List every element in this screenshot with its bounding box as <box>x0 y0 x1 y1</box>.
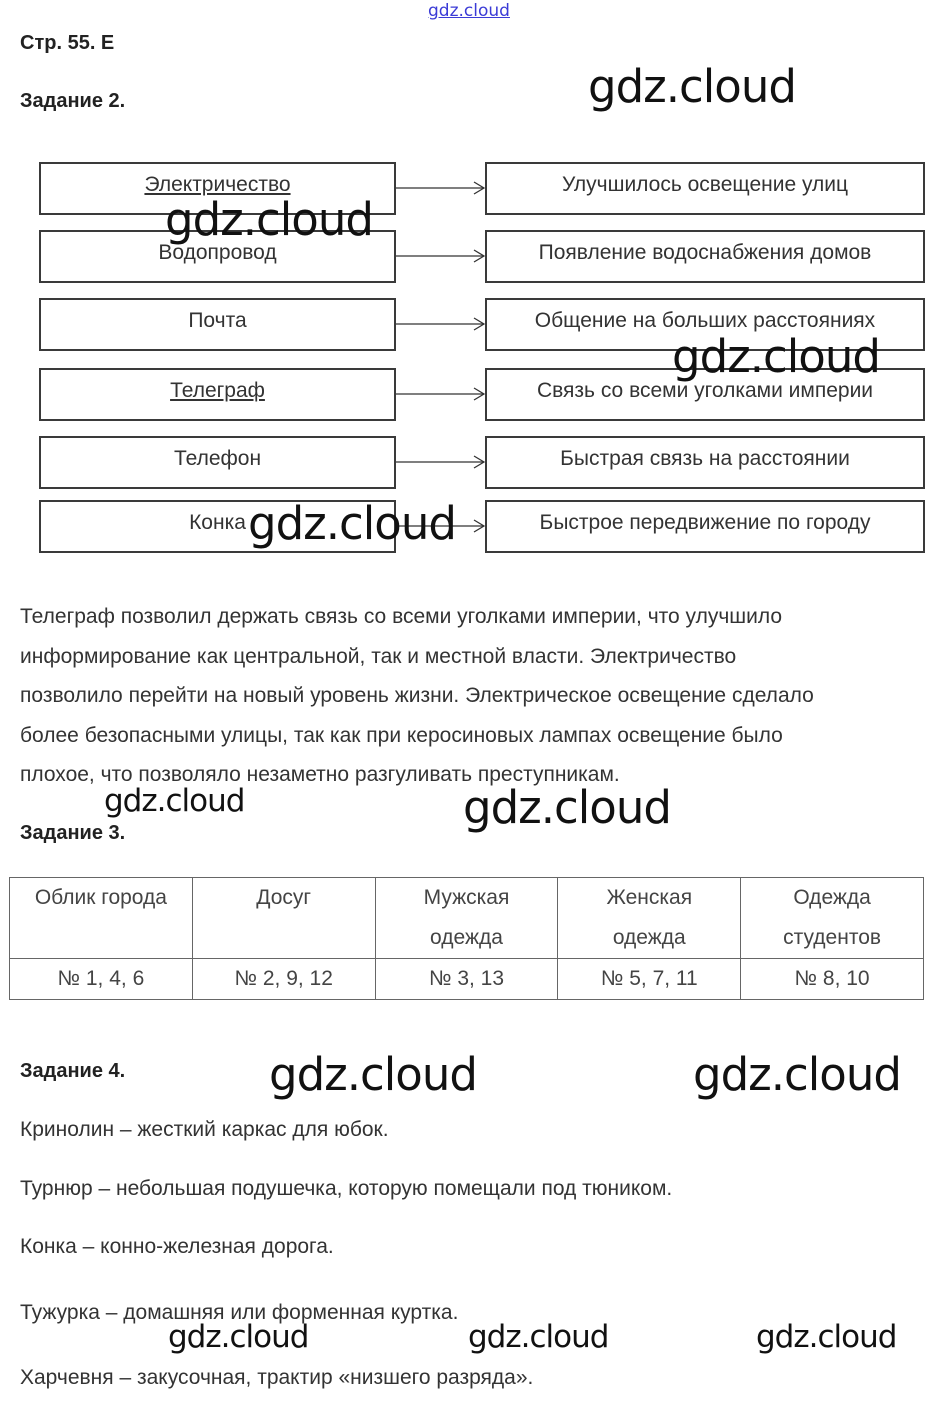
watermark: gdz.cloud <box>168 1319 309 1355</box>
right-box-label: Связь со всеми уголками империи <box>536 379 874 402</box>
right-box-label: Быстрое передвижение по городу <box>539 511 871 534</box>
task3-table <box>9 877 924 1000</box>
paragraph-line: плохое, что позволяло незаметно разгуливать преступникам. <box>20 763 620 786</box>
table-row <box>10 959 924 1000</box>
arrow-icon <box>396 314 485 334</box>
diagram-right-box <box>485 436 925 489</box>
right-box-label: Появление водоснабжения домов <box>538 241 872 264</box>
definition-item: Тужурка – домашняя или форменная куртка. <box>20 1301 459 1324</box>
paragraph-line: более безопасными улицы, так как при керосиновых лампах освещение было <box>20 723 783 747</box>
header-line: Одежда <box>793 886 871 909</box>
task3-heading: Задание 3. <box>20 822 126 844</box>
arrow-icon <box>396 452 485 472</box>
task2-paragraph <box>20 597 910 795</box>
watermark: gdz.cloud <box>672 330 880 383</box>
right-box-label: Быстрая связь на расстоянии <box>560 447 850 470</box>
task2-heading: Задание 2. <box>20 90 126 112</box>
definition-item: Харчевня – закусочная, трактир «низшего разряда». <box>20 1366 534 1389</box>
paragraph-line: информирование как центральной, так и местной власти. Электричество <box>20 644 737 668</box>
header-line: одежда <box>612 926 686 949</box>
table-header-cell <box>558 878 741 959</box>
arrow-icon <box>396 178 485 198</box>
left-box-label: Электричество <box>144 173 291 196</box>
diagram-left-box <box>39 368 396 421</box>
definition-item: Турнюр – небольшая подушечка, которую помещали под тюником. <box>20 1177 673 1200</box>
watermark: gdz.cloud <box>248 497 456 550</box>
header-line: Досуг <box>256 886 312 909</box>
paragraph-line: позволило перейти на новый уровень жизни. Электрическое освещение сделало <box>20 684 814 707</box>
arrow-icon <box>396 384 485 404</box>
right-box-label: Улучшилось освещение улиц <box>561 173 849 196</box>
watermark: gdz.cloud <box>269 1048 477 1101</box>
left-box-label: Конка <box>189 511 246 534</box>
definition-item: Конка – конно-железная дорога. <box>20 1235 334 1258</box>
page-header: Стр. 55. Е <box>20 32 115 54</box>
arrow-icon <box>396 246 485 266</box>
watermark: gdz.cloud <box>165 193 373 246</box>
table-header-row <box>10 878 924 959</box>
left-box-label: Водопровод <box>158 241 277 264</box>
paragraph-line: Телеграф позволил держать связь со всеми уголками империи, что улучшило <box>20 605 783 628</box>
header-line: Мужская <box>423 886 510 909</box>
definition-item: Кринолин – жесткий каркас для юбок. <box>20 1118 389 1141</box>
diagram-left-box <box>39 298 396 351</box>
table-header-cell <box>741 878 924 959</box>
header-line: одежда <box>430 926 503 949</box>
diagram-right-box <box>485 230 925 283</box>
watermark: gdz.cloud <box>104 783 245 819</box>
diagram-left-box <box>39 436 396 489</box>
diagram-right-box <box>485 162 925 215</box>
left-box-label: Телефон <box>173 447 262 470</box>
table-cell: № 1, 4, 6 <box>10 959 193 1000</box>
table-cell: № 5, 7, 11 <box>558 959 741 1000</box>
top-watermark-link[interactable]: gdz.cloud <box>428 1 510 21</box>
task4-heading: Задание 4. <box>20 1060 126 1082</box>
watermark: gdz.cloud <box>588 60 796 113</box>
watermark: gdz.cloud <box>693 1048 901 1101</box>
header-line: Женская <box>606 886 693 909</box>
table-header-cell <box>375 878 558 959</box>
watermark: gdz.cloud <box>468 1319 609 1355</box>
watermark: gdz.cloud <box>463 781 671 834</box>
right-box-label: Общение на больших расстояниях <box>534 309 876 332</box>
header-line: студентов <box>783 926 882 949</box>
left-box-label: Телеграф <box>170 379 265 402</box>
table-header-cell <box>192 878 375 959</box>
header-line: Облик города <box>34 886 167 909</box>
watermark: gdz.cloud <box>756 1319 897 1355</box>
table-cell: № 2, 9, 12 <box>192 959 375 1000</box>
table-cell: № 3, 13 <box>375 959 558 1000</box>
table-cell: № 8, 10 <box>741 959 924 1000</box>
left-box-label: Почта <box>188 309 247 332</box>
table-header-cell <box>10 878 193 959</box>
diagram-right-box <box>485 500 925 553</box>
